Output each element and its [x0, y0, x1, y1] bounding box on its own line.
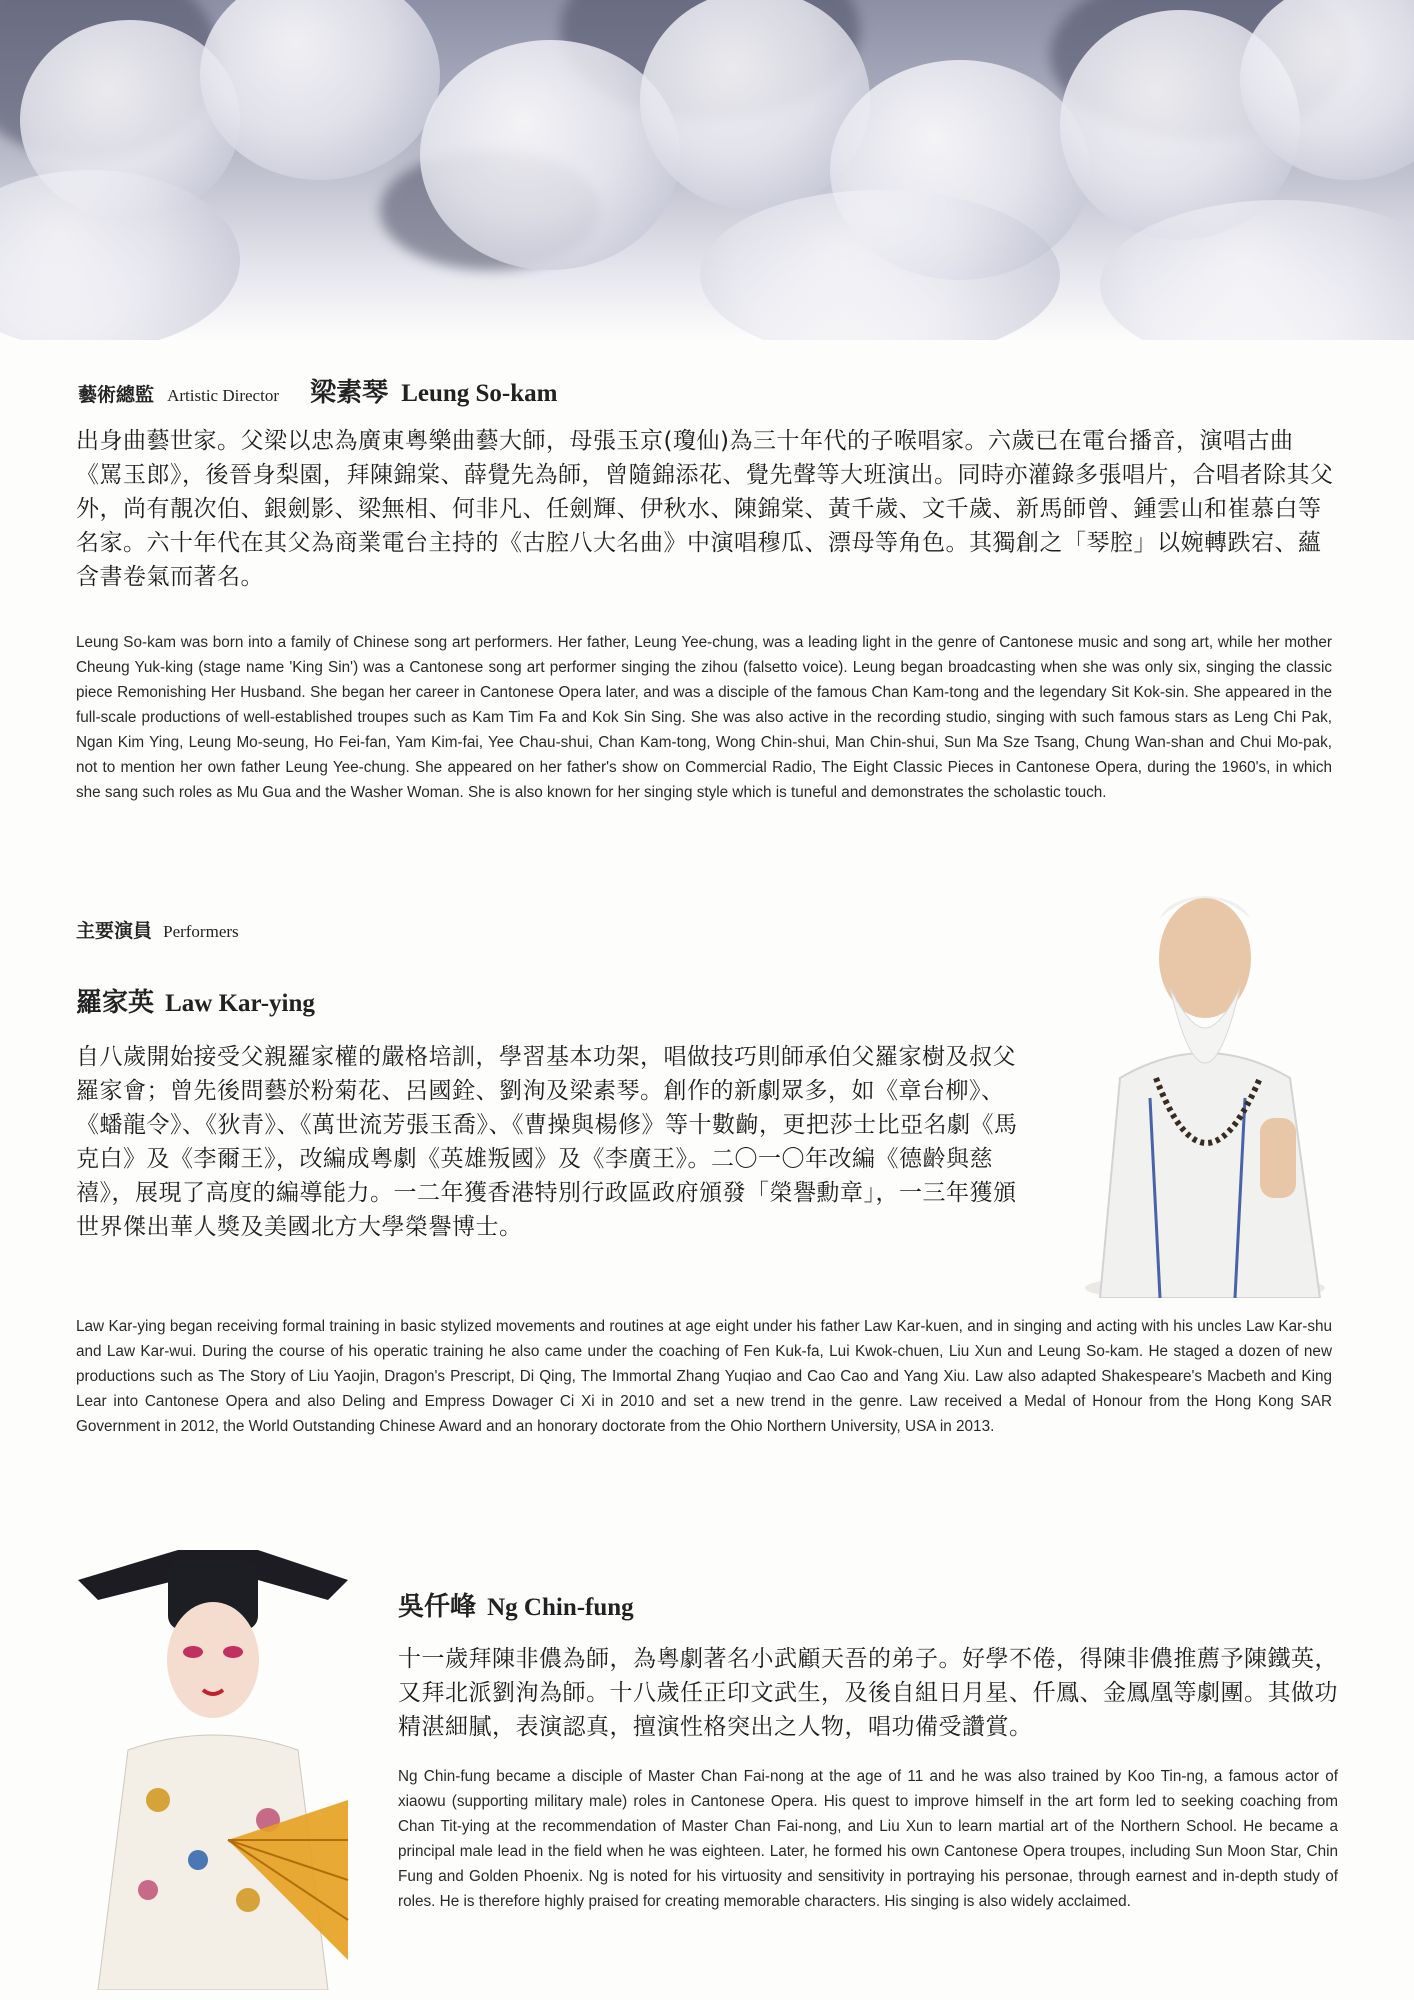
ng-name-zh: 吳仟峰 [398, 1592, 477, 1622]
law-name-en: Law Kar-ying [165, 990, 315, 1017]
law-name [76, 982, 315, 1019]
performers-heading-en: Performers [163, 922, 239, 941]
director-bio-zh: 出身曲藝世家。父梁以忠為廣東粵樂曲藝大師，母張玉京(瓊仙)為三十年代的子喉唱家。六歲已在電台播音，演唱古曲《罵玉郎》，後晉身梨園，拜陳錦棠、薛覺先為師，曾隨錦添花、覺先聲等大班演出。同時亦灌錄多張唱片，合唱者除其父外，尚有靚次伯、銀劍影、梁無相、何非凡、任劍輝、伊秋水、陳錦棠、黃千歲、文千歲、新馬師曾、鍾雲山和崔慕白等名家。六十年代在其父為商業電台主持的《古腔八大名曲》中演唱穆瓜、漂母等角色。其獨創之「琴腔」以婉轉跌宕、蘊含書卷氣而著名。 [76, 428, 1334, 590]
artistic-director-header [78, 372, 558, 409]
role-zh: 藝術總監 [78, 384, 155, 406]
law-bio-en: Law Kar-ying began receiving formal training in basic stylized movements and routines at age eight under his father Law Kar-kuen, and in singing and acting with his uncles Law Kar-shu and Law Kar-wui. During the course of his operatic training he also came under the coaching of Fen Kuk-fa, Lui Kwok-chuen, Liu Xun and Leung So-kam. He staged a dozen of new productions such as The Story of Liu Yaojin, Dragon's Prescript, Di Qing, The Immortal Zhang Yuqiao and Cao Cao and Yang Xiu. Law also adapted Shakespeare's Macbeth and King Lear into Cantonese Opera and also Deling and Empress Dowager Ci Xi in 2010 and set a new trend in the genre. Law received a Medal of Honour from the Hong Kong SAR Government in 2012, the World Outstanding Chinese Award and an honorary doctorate from the Ohio Northern University, USA in 2013. [76, 1318, 1332, 1435]
law-name-zh: 羅家英 [76, 988, 155, 1018]
ng-name [398, 1586, 634, 1623]
ng-bio-zh: 十一歲拜陳非儂為師，為粵劇著名小武顧天吾的弟子。好學不倦，得陳非儂推薦予陳鐵英，又拜北派劉洵為師。十八歲任正印文武生，及後自組日月星、仟鳳、金鳳凰等劇團。其做功精湛細膩，表演認真，擅演性格突出之人物，唱功備受讚賞。 [398, 1646, 1338, 1740]
director-bio-en: Leung So-kam was born into a family of Chinese song art performers. Her father, Leung Yee-chung, was a leading light in the genre of Cantonese music and song art, while her mother Cheung Yuk-king (stage name 'King Sin') was a Cantonese song art performer singing the zihou (falsetto voice). Leung began broadcasting when she was only six, singing the classic piece Remonishing Her Husband. She began her career in Cantonese Opera later, and was a disciple of the famous Chan Kam-tong and the legendary Sit Kok-sin. She appeared in the full-scale productions of well-established troupes such as Kam Tim Fa and Kok Sin Sing. She was also active in the recording studio, singing with such famous stars as Leng Chi Pak, Ngan Kim Ying, Leung Mo-seung, Ho Fei-fan, Yam Kim-fai, Yee Chau-shui, Chan Kam-tong, Wong Chin-shui, Man Chin-shui, Sun Ma Sze Tsang, Chung Wan-shan and Chui Mo-pak, not to mention her own father Leung Yee-chung. She appeared on her father's show on Commercial Radio, The Eight Classic Pieces in Cantonese Opera, during the 1960's, in which she sang such roles as Mu Gua and the Washer Woman. She is also known for her singing style which is tuneful and demonstrates the scholastic touch. [76, 634, 1332, 801]
law-bio-zh: 自八歲開始接受父親羅家權的嚴格培訓，學習基本功架，唱做技巧則師承伯父羅家樹及叔父羅家會；曾先後問藝於粉菊花、呂國銓、劉洵及梁素琴。創作的新劇眾多，如《章台柳》、《蟠龍令》、《狄青》、《萬世流芳張玉喬》、《曹操與楊修》等十數齣，更把莎士比亞名劇《馬克白》及《李爾王》，改編成粵劇《英雄叛國》及《李廣王》。二〇一〇年改編《德齡與慈禧》，展現了高度的編導能力。一二年獲香港特別行政區政府頒發「榮譽勳章」，一三年獲頒世界傑出華人獎及美國北方大學榮譽博士。 [76, 1044, 1018, 1240]
role-en: Artistic Director [167, 386, 279, 405]
flower-banner [0, 0, 1414, 340]
director-name-zh: 梁素琴 [310, 378, 389, 408]
director-name-en: Leung So-kam [401, 380, 558, 407]
ng-bio-en: Ng Chin-fung became a disciple of Master Chan Fai-nong at the age of 11 and he was also trained by Koo Tin-ng, a famous actor of xiaowu (supporting military male) roles in Cantonese Opera. His quest to improve himself in the art form led to seeking coaching from Chan Tit-ying at the recommendation of Master Chan Fai-nong, and Liu Xun to learn martial art of the Northern School. He became a principal male lead in the field when he was eighteen. Later, he formed his own Cantonese Opera troupes, including Sun Moon Star, Chin Fung and Golden Phoenix. Ng is noted for his virtuosity and sensitivity in portraying his personae, through earnest and in-depth study of roles. He is therefore highly praised for creating memorable characters. His singing is also widely acclaimed. [398, 1768, 1338, 1910]
performers-heading-zh: 主要演員 [76, 920, 153, 942]
ng-name-en: Ng Chin-fung [487, 1594, 634, 1621]
law-portrait [1060, 878, 1350, 1298]
ng-portrait [58, 1540, 358, 1990]
performers-heading [76, 916, 239, 943]
